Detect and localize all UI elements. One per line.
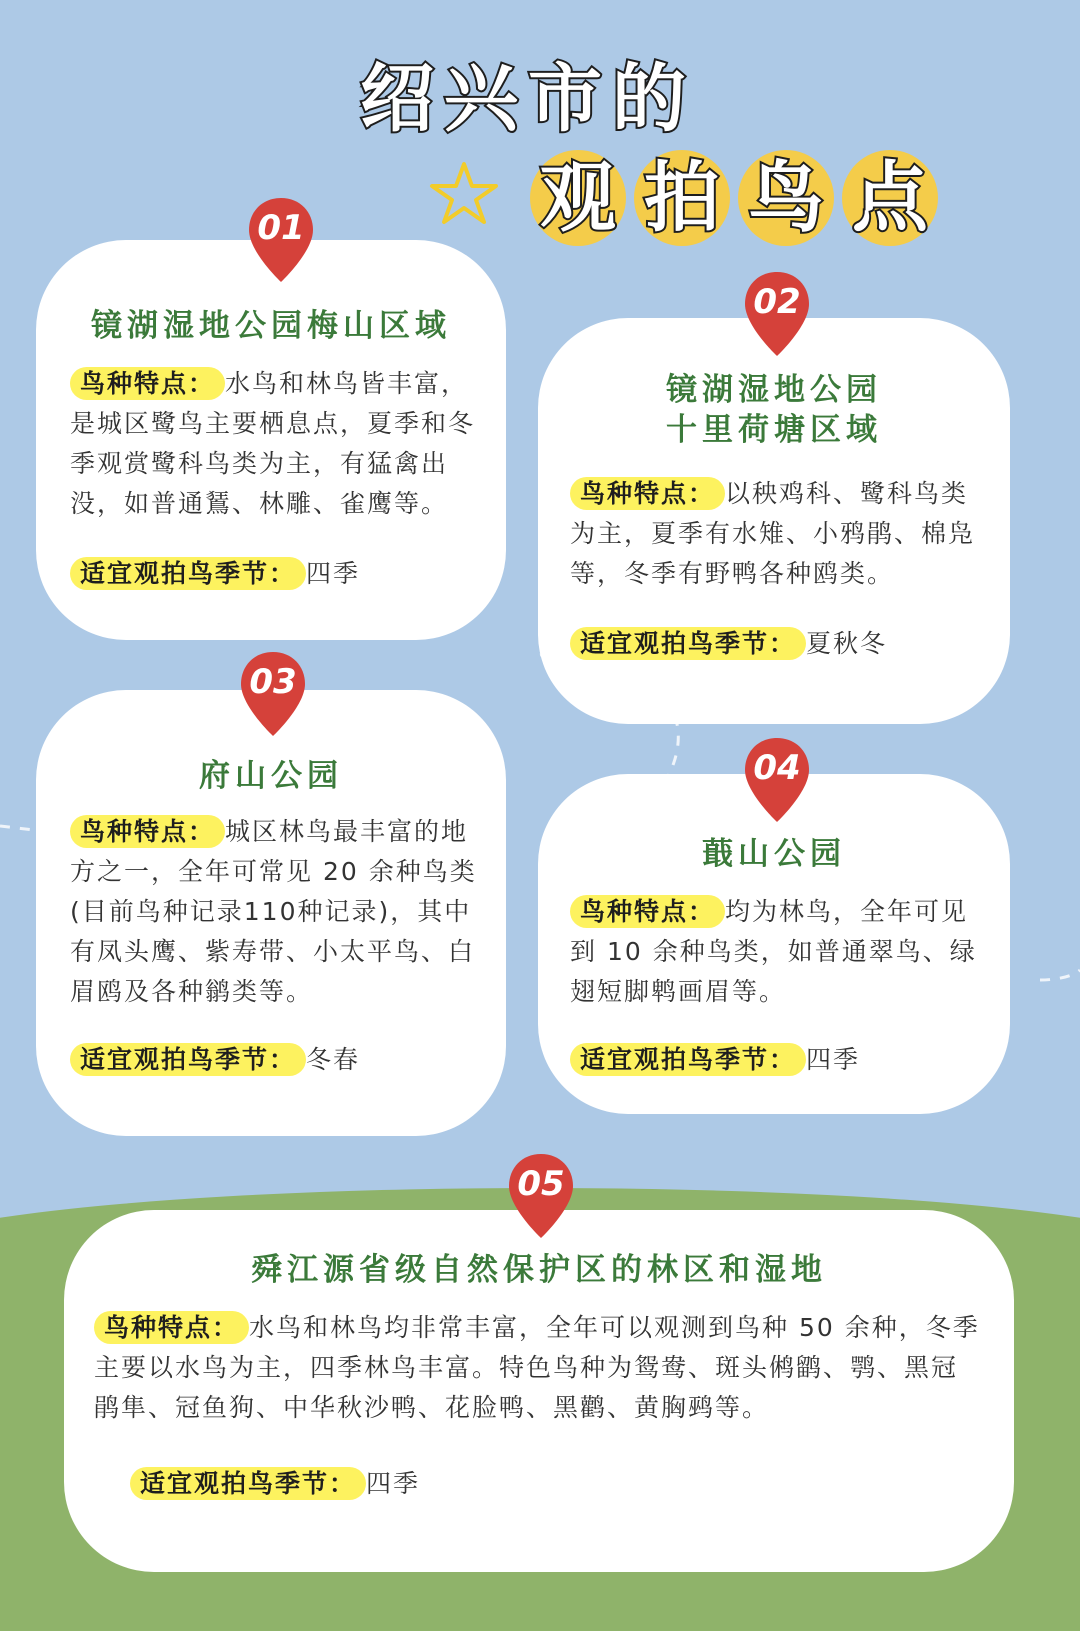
- feature-label-badge: 鸟种特点：: [70, 815, 225, 848]
- spot-season: [570, 624, 887, 664]
- spot-feature: [70, 812, 480, 1012]
- feature-text: 城区林鸟最丰富的地方之一，全年可常见 20 余种鸟类(目前鸟种记录110种记录)，其中有凤头鹰、紫寿带、小太平鸟、白眉鸥及各种鹟类等。: [70, 817, 477, 1006]
- spot-feature: [570, 474, 984, 594]
- pin-number: 03: [249, 662, 297, 702]
- spot-feature: [94, 1308, 984, 1428]
- pin-number: 04: [753, 748, 801, 788]
- spot-feature: [70, 364, 480, 524]
- spot-name: 镜湖湿地公园梅山区域: [91, 308, 451, 344]
- spot-season: [570, 1040, 860, 1080]
- spot-season: [130, 1464, 420, 1504]
- season-label-badge: 适宜观拍鸟季节：: [570, 627, 806, 660]
- spot-season: [70, 554, 360, 594]
- spot-card-02: [538, 318, 1010, 724]
- title-char: 观: [540, 153, 616, 242]
- season-value: 夏秋冬: [806, 629, 888, 658]
- spot-card-03: [36, 690, 506, 1136]
- title-char: 鸟: [748, 153, 824, 242]
- feature-text: 以秧鸡科、鹭科鸟类为主，夏季有水雉、小鸦鹃、棉凫等，冬季有野鸭各种鸥类。: [570, 479, 976, 588]
- title-line-1: 绍兴市的: [360, 56, 696, 142]
- spot-name-line-1: 镜湖湿地公园: [666, 372, 882, 408]
- location-pin-02: [742, 270, 812, 358]
- feature-text: 均为林鸟，全年可见到 10 余种鸟类，如普通翠鸟、绿翅短脚鹎画眉等。: [570, 897, 977, 1006]
- feature-label-badge: 鸟种特点：: [570, 477, 725, 510]
- title-char-circle: [530, 150, 626, 246]
- pin-number: 05: [517, 1164, 565, 1204]
- feature-label-badge: 鸟种特点：: [570, 895, 725, 928]
- season-label-badge: 适宜观拍鸟季节：: [70, 557, 306, 590]
- title-char-circle: [842, 150, 938, 246]
- season-value: 四季: [806, 1045, 861, 1074]
- spot-card-05: [64, 1210, 1014, 1572]
- pin-number: 02: [753, 282, 801, 322]
- season-value: 四季: [306, 559, 361, 588]
- pin-number: 01: [257, 208, 305, 248]
- spot-name-line-2: 十里荷塘区域: [666, 412, 882, 448]
- season-label-badge: 适宜观拍鸟季节：: [70, 1043, 306, 1076]
- spot-card-04: [538, 774, 1010, 1114]
- title-line-2: [530, 150, 950, 250]
- season-label-badge: 适宜观拍鸟季节：: [570, 1043, 806, 1076]
- season-value: 四季: [366, 1469, 421, 1498]
- spot-season: [70, 1040, 360, 1080]
- spot-name: 府山公园: [199, 758, 343, 794]
- title-char: 点: [852, 153, 928, 242]
- location-pin-04: [742, 736, 812, 824]
- spot-feature: [570, 892, 984, 1012]
- spot-name: 舜江源省级自然保护区的林区和湿地: [251, 1252, 827, 1288]
- title-char: 拍: [644, 153, 720, 242]
- spot-card-01: [36, 240, 506, 640]
- feature-text: 水鸟和林鸟均非常丰富，全年可以观测到鸟种 50 余种，冬季主要以水鸟为主，四季林鸟丰富。特色鸟种为鸳鸯、斑头鸺鹠、鹗、黑冠鹃隼、冠鱼狗、中华秋沙鸭、花脸鸭、黑鹳、黄胸鹀等。: [94, 1313, 980, 1422]
- feature-label-badge: 鸟种特点：: [94, 1311, 249, 1344]
- feature-text: 水鸟和林鸟皆丰富，是城区鹭鸟主要栖息点，夏季和冬季观赏鹭科鸟类为主，有猛禽出没，如普通鵟、林雕、雀鹰等。: [70, 369, 476, 518]
- location-pin-05: [506, 1152, 576, 1240]
- season-label-badge: 适宜观拍鸟季节：: [130, 1467, 366, 1500]
- season-value: 冬春: [306, 1045, 361, 1074]
- star-icon: [428, 160, 500, 226]
- location-pin-03: [238, 650, 308, 738]
- title-char-circle: [738, 150, 834, 246]
- spot-name: 蕺山公园: [702, 836, 846, 872]
- feature-label-badge: 鸟种特点：: [70, 367, 225, 400]
- title-char-circle: [634, 150, 730, 246]
- location-pin-01: [246, 196, 316, 284]
